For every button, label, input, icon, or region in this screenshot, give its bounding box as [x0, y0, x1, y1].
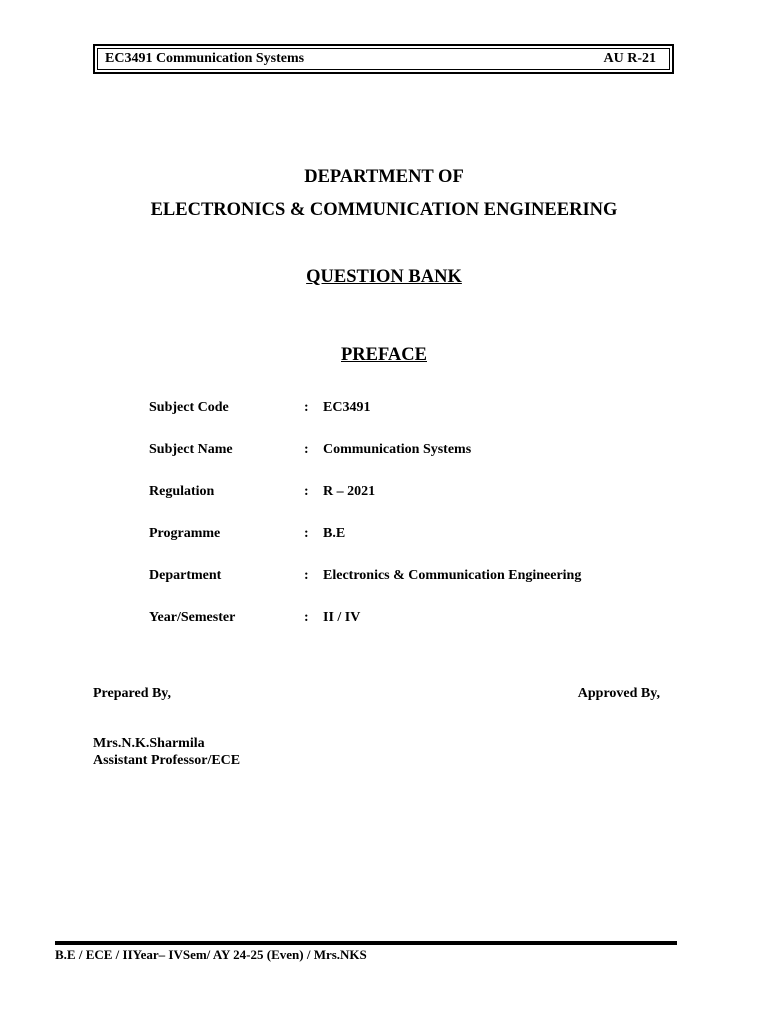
detail-separator: :: [304, 484, 309, 499]
subject-details: [149, 400, 669, 652]
detail-row-regulation: [149, 484, 669, 526]
detail-value: II / IV: [323, 610, 361, 625]
header-regulation-tag: AU R-21: [603, 51, 656, 66]
author-role: Assistant Professor/ECE: [93, 753, 241, 768]
page-header: [93, 44, 674, 74]
footer-text: B.E / ECE / IIYear– IVSem/ AY 24-25 (Even) / Mrs.NKS: [55, 947, 367, 962]
detail-label: Subject Code: [149, 400, 229, 415]
detail-value: Electronics & Communication Engineering: [323, 568, 582, 583]
detail-row-subject-name: [149, 442, 669, 484]
detail-label: Programme: [149, 526, 221, 541]
detail-label: Department: [149, 568, 222, 583]
detail-row-department: [149, 568, 669, 610]
detail-value: R – 2021: [323, 484, 376, 499]
author-name: Mrs.N.K.Sharmila: [93, 736, 205, 751]
detail-row-year-semester: [149, 610, 669, 652]
department-heading-line1: DEPARTMENT OF: [304, 167, 464, 187]
header-course: EC3491 Communication Systems: [105, 51, 305, 66]
detail-separator: :: [304, 610, 309, 625]
section-title: PREFACE: [341, 345, 427, 365]
detail-separator: :: [304, 526, 309, 541]
document-type-title: QUESTION BANK: [306, 267, 462, 287]
footer-divider: [55, 941, 677, 945]
detail-separator: :: [304, 400, 309, 415]
approved-by-label: Approved By,: [577, 686, 660, 701]
detail-row-subject-code: [149, 400, 669, 442]
detail-value: Communication Systems: [323, 442, 472, 457]
detail-label: Subject Name: [149, 442, 233, 457]
detail-label: Regulation: [149, 484, 215, 499]
detail-label: Year/Semester: [149, 610, 236, 625]
page-header-inner: [97, 48, 670, 70]
detail-separator: :: [304, 568, 309, 583]
detail-separator: :: [304, 442, 309, 457]
department-heading-line2: ELECTRONICS & COMMUNICATION ENGINEERING: [150, 200, 618, 220]
detail-row-programme: [149, 526, 669, 568]
detail-value: B.E: [323, 526, 346, 541]
detail-value: EC3491: [323, 400, 371, 415]
prepared-by-label: Prepared By,: [93, 686, 172, 701]
